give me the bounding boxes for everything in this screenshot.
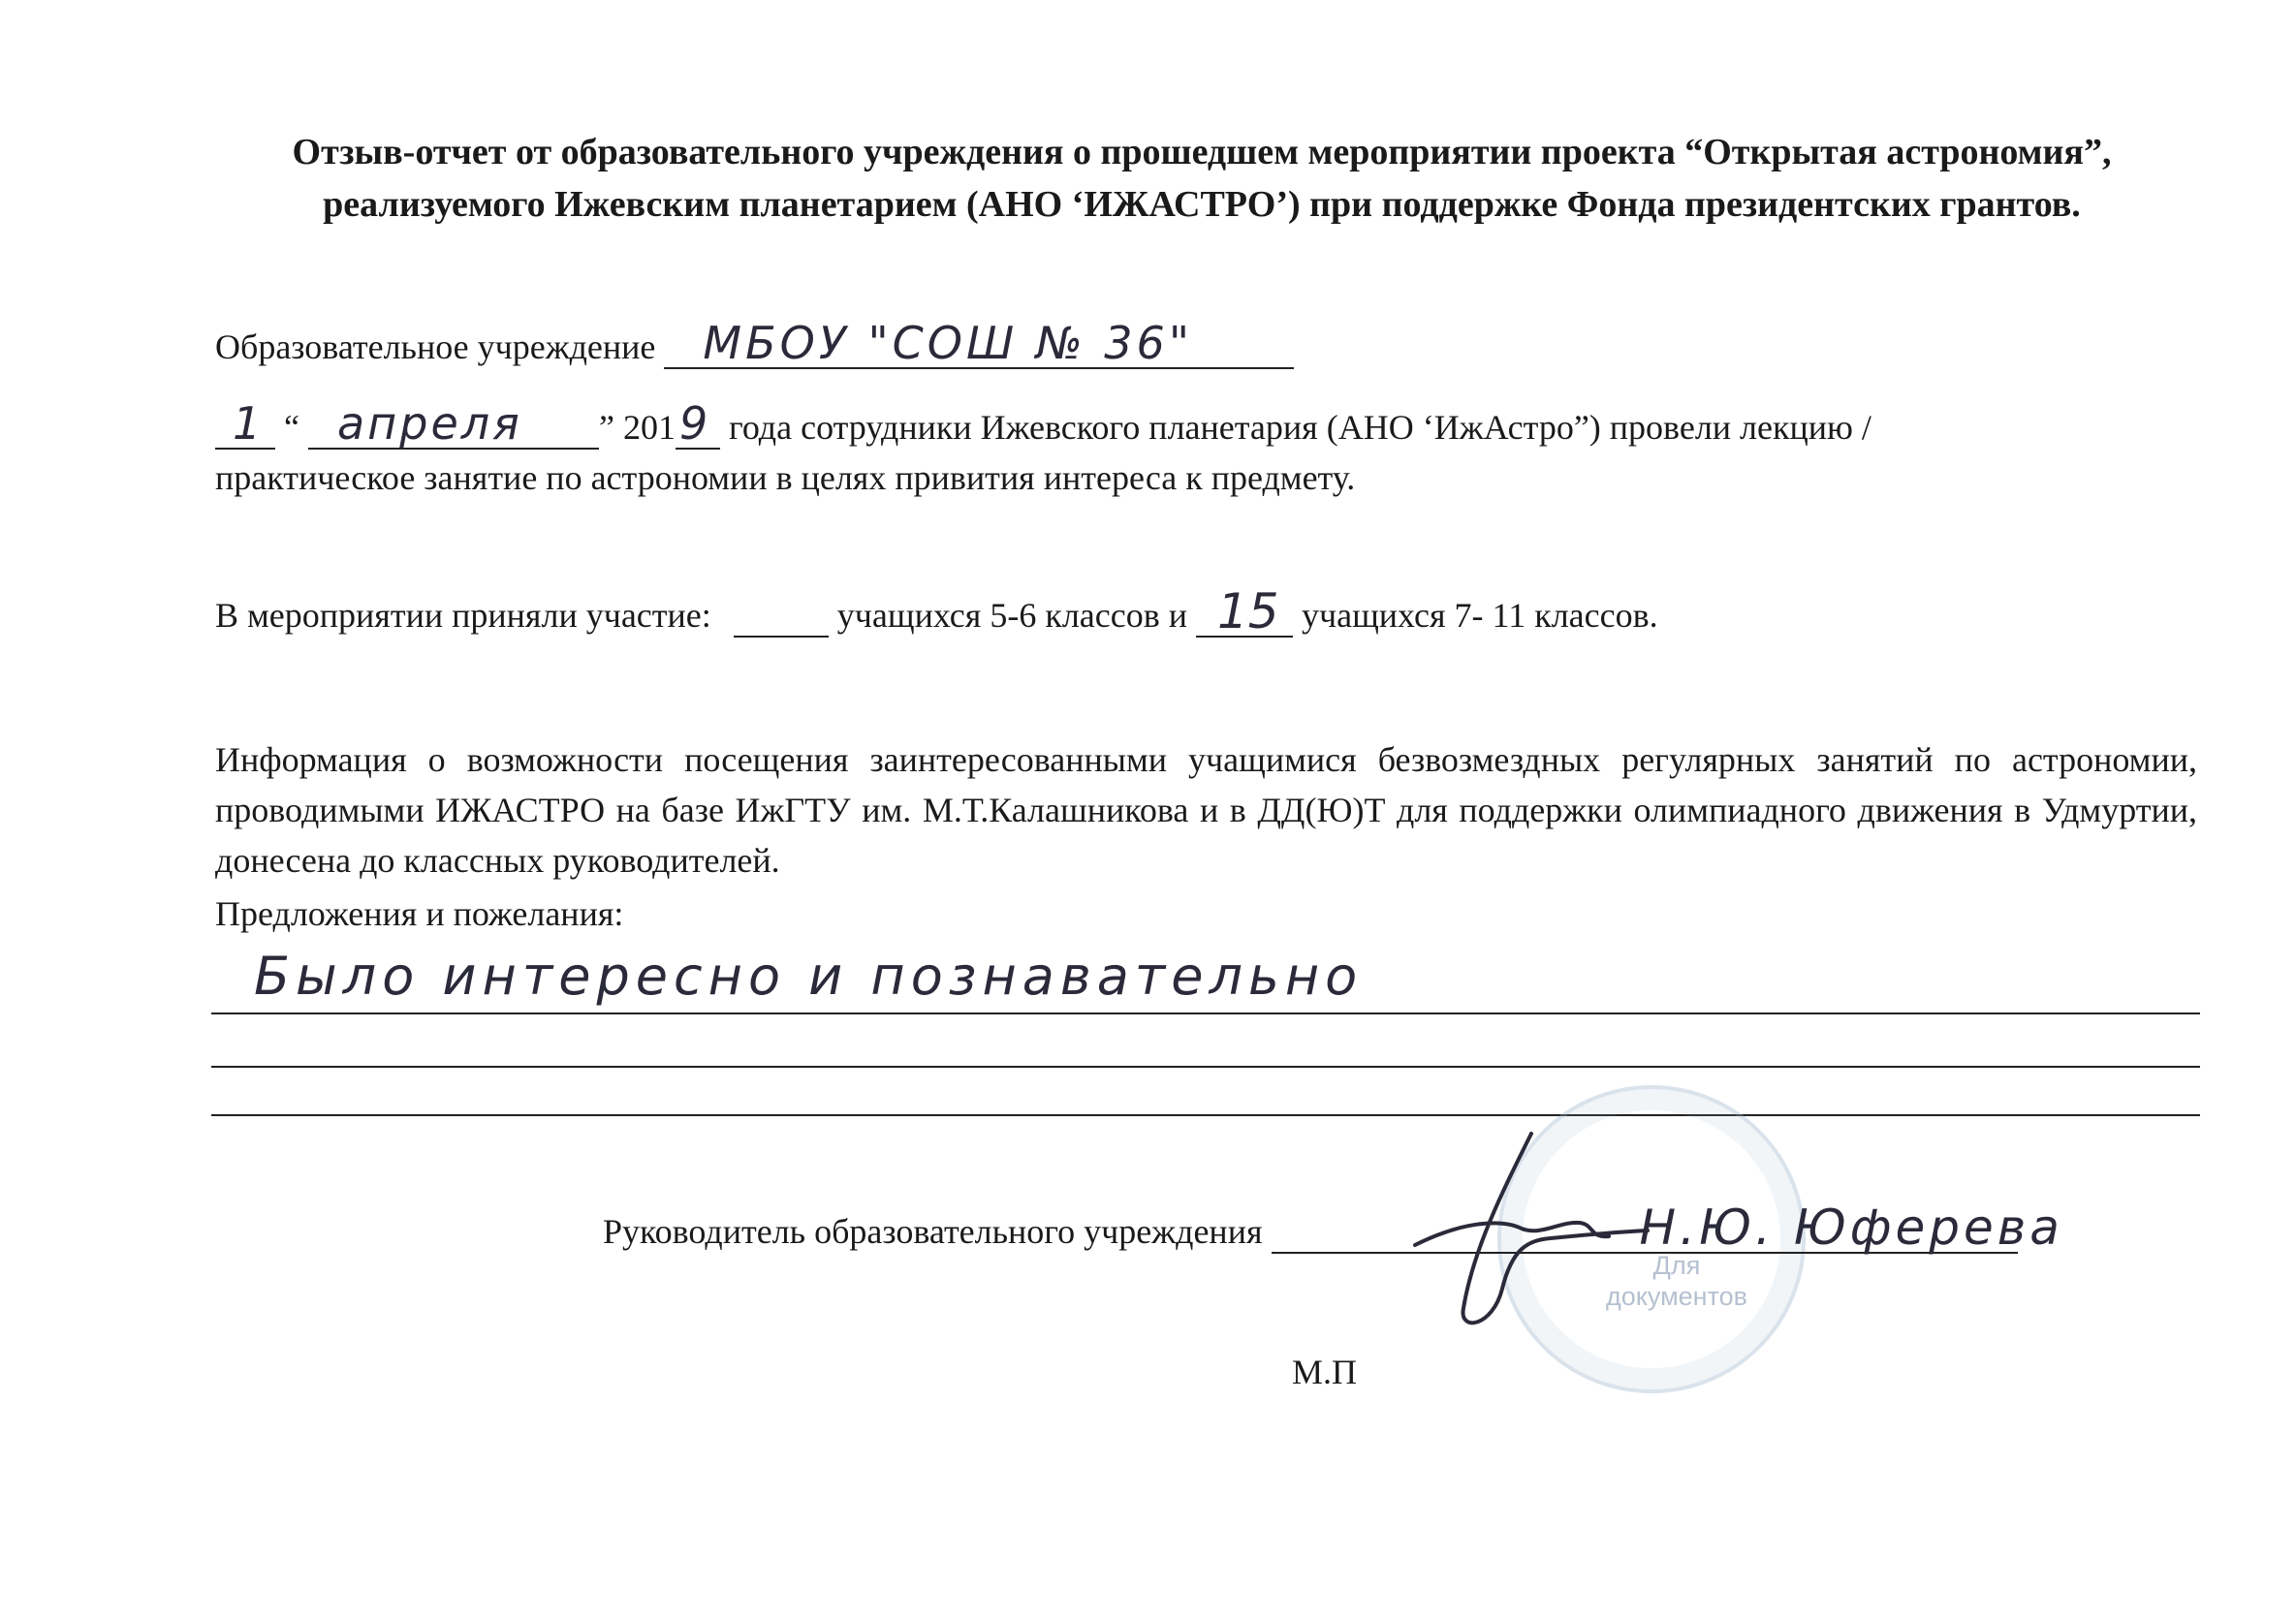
date-row [215, 397, 1871, 450]
document-title [194, 126, 2210, 231]
participants-row [215, 583, 1658, 639]
signature-row [603, 1199, 2063, 1256]
close-quote: ” [598, 408, 614, 447]
label-7-11: учащихся 7- 11 классов. [1301, 596, 1658, 635]
suggestions-handwritten-value: Было интересно и познавательно [254, 946, 1364, 1007]
open-quote: “ [284, 408, 299, 447]
seal-label: М.П [1292, 1353, 1358, 1391]
day-handwritten-value: 1 [233, 397, 262, 450]
month-field[interactable] [308, 397, 599, 450]
month-handwritten-value: апреля [336, 397, 522, 450]
participants-label: В мероприятии приняли участие: [215, 596, 711, 635]
institution-label: Образовательное учреждение [215, 327, 656, 366]
stamp-text: Для документов [1606, 1251, 1747, 1311]
institution-field[interactable] [664, 317, 1294, 369]
signatory-handwritten-name: Н.Ю. Юферева [1639, 1199, 2063, 1256]
suggestions-line-2[interactable] [211, 1066, 2200, 1068]
signature-label: Руководитель образовательного учреждения [603, 1212, 1263, 1251]
label-5-6: учащихся 5-6 классов и [836, 596, 1187, 635]
year-field[interactable] [676, 397, 720, 450]
day-field[interactable] [215, 397, 275, 450]
institution-handwritten-value: МБОУ "СОШ № 36" [703, 317, 1193, 369]
title-line-2: реализуемого Ижевским планетарием (АНО ‘ИЖАСТРО’) при поддержке Фонда президентских грантов. [323, 184, 2081, 225]
suggestions-line-3[interactable] [211, 1114, 2200, 1116]
count-7-11-field[interactable] [1196, 583, 1293, 639]
suggestions-line-1[interactable] [211, 1012, 2200, 1014]
date-text-2: практическое занятие по астрономии в целях привития интереса к предмету. [215, 458, 1356, 497]
institution-row [215, 317, 1294, 369]
suggestions-label: Предложения и пожелания: [215, 894, 624, 933]
info-paragraph: Информация о возможности посещения заинтересованными учащимися безвозмездных регулярных занятий по астрономии, проводимыми ИЖАСТРО на базе ИжГТУ им. М.Т.Калашникова и в ДД(Ю)Т для поддержки олимпиадного движения в Удмуртии, донесена до классных руководителей. [215, 740, 2197, 880]
year-prefix: 201 [622, 408, 676, 447]
title-line-1: Отзыв-отчет от образовательного учреждения о прошедшем мероприятии проекта “Открытая астрономия”, [292, 132, 2112, 172]
year-handwritten-digit: 9 [678, 397, 708, 450]
date-text-1: года сотрудники Ижевского планетария (АНО ‘ИжАстро”) провели лекцию / [728, 408, 1871, 447]
handwritten-signature [1357, 1114, 1725, 1337]
count-5-6-field[interactable] [734, 597, 829, 638]
count-7-11-handwritten-value: 15 [1216, 583, 1279, 639]
